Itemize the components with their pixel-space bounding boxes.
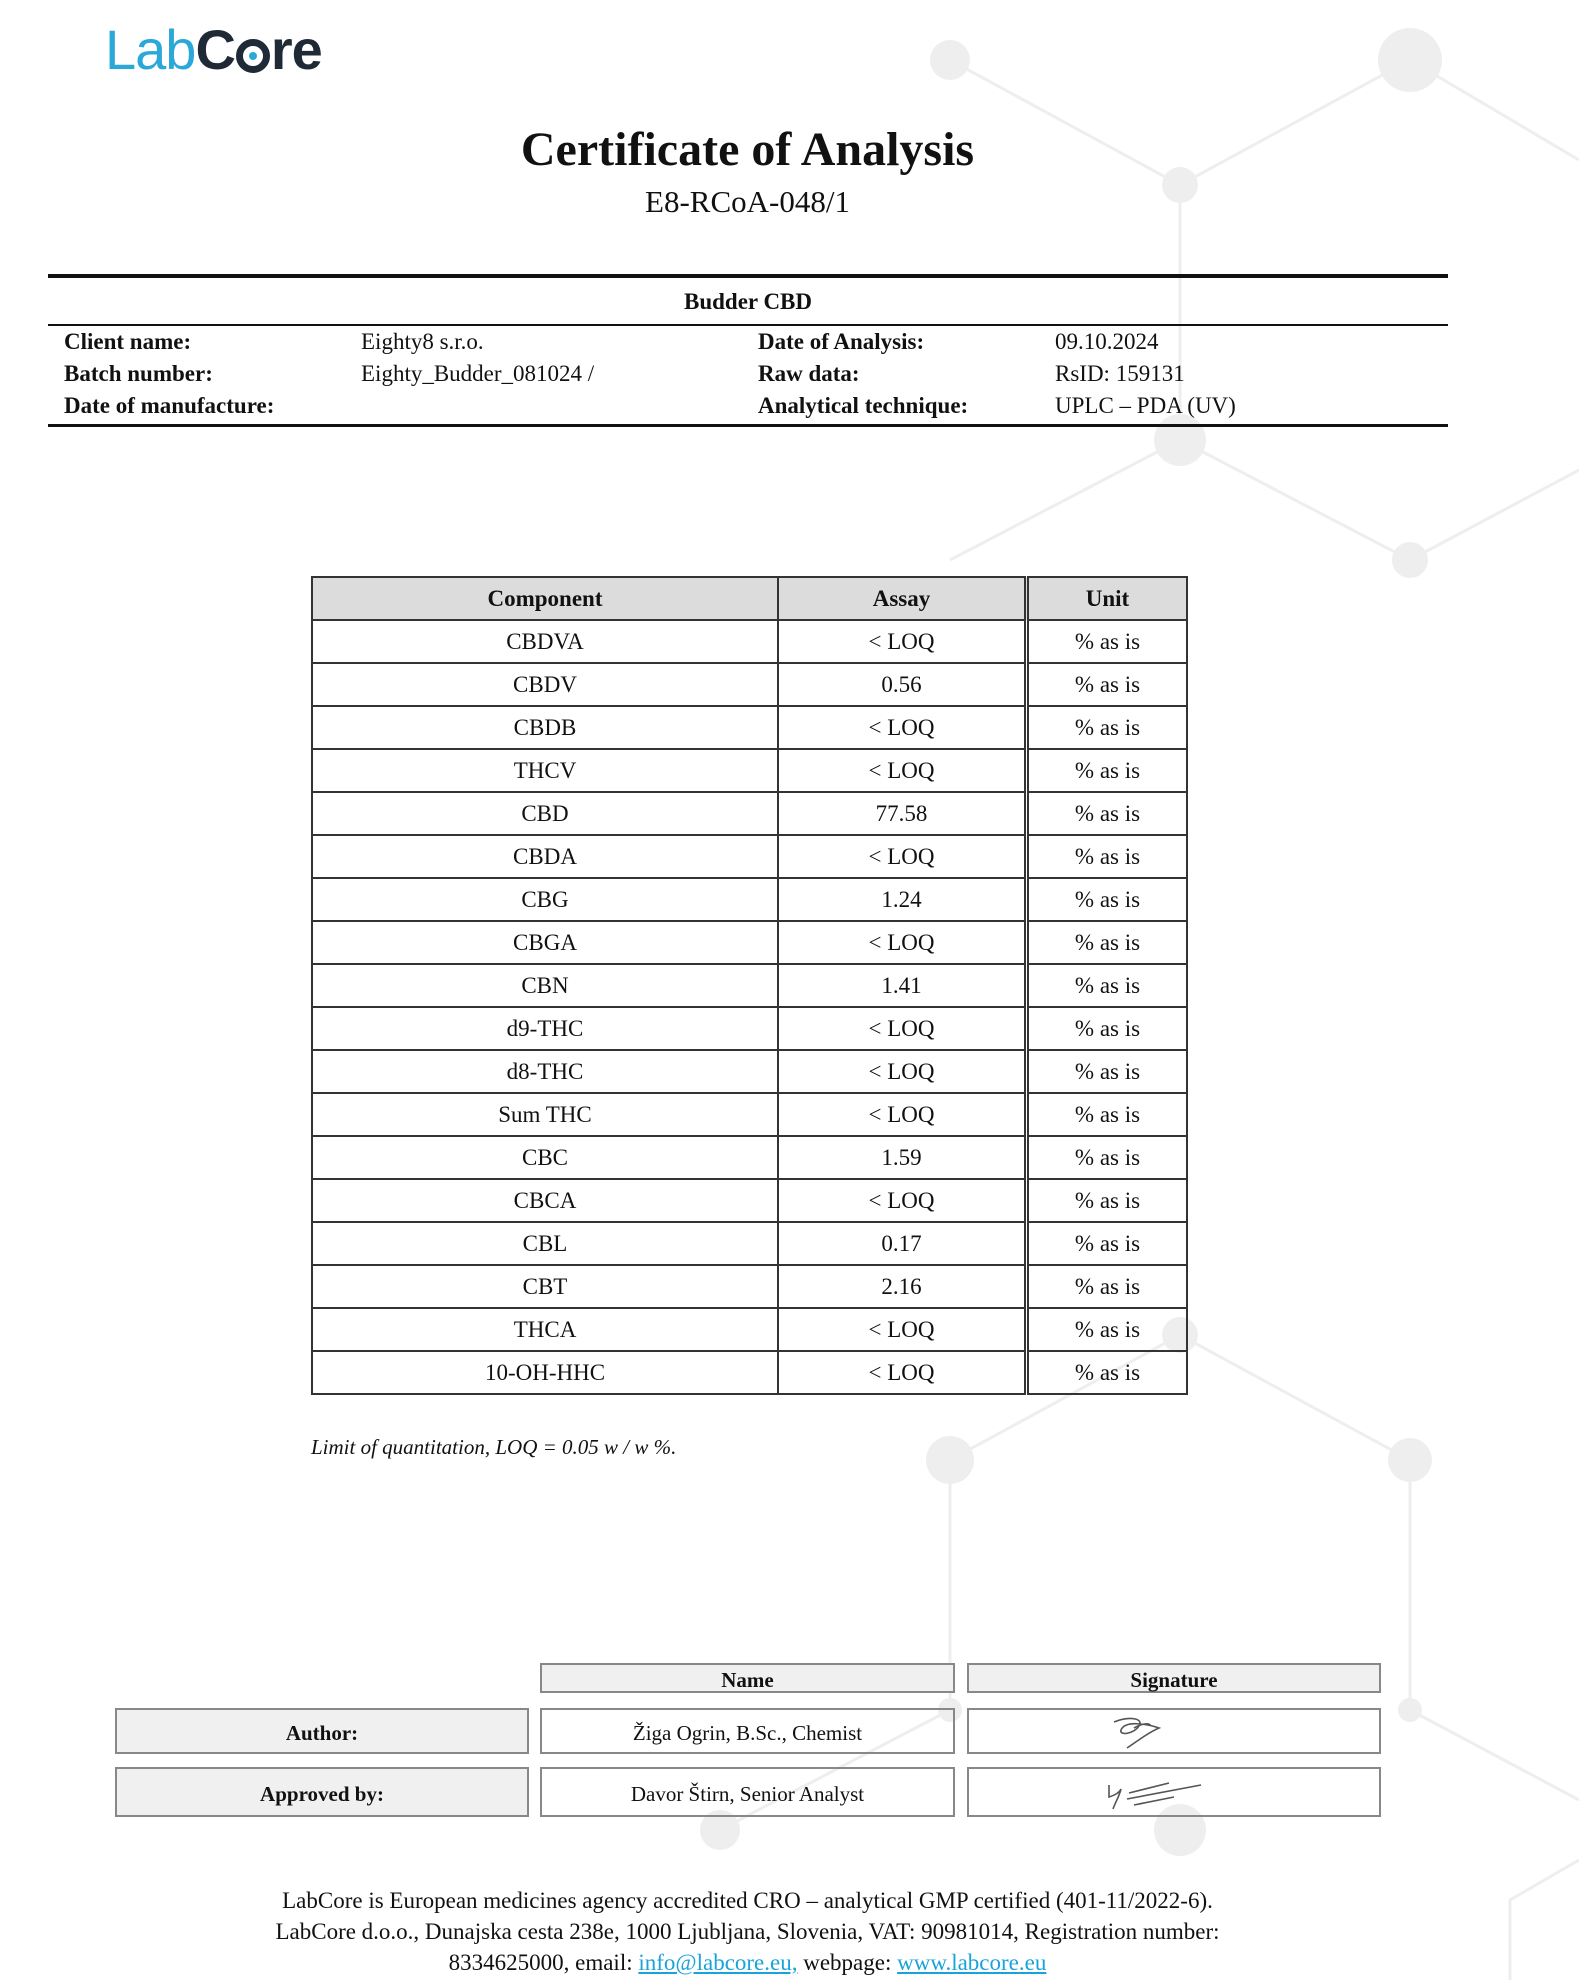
component-cell: CBDA (312, 835, 778, 878)
component-cell: THCV (312, 749, 778, 792)
table-row (312, 706, 1187, 749)
batch-label: Batch number: (64, 361, 213, 386)
table-row (312, 620, 1187, 663)
author-name: Žiga Ogrin, B.Sc., Chemist (540, 1708, 955, 1754)
table-row (312, 878, 1187, 921)
unit-cell: % as is (1027, 1093, 1188, 1136)
email-link[interactable]: info@labcore.eu, (638, 1950, 798, 1975)
component-cell: CBDB (312, 706, 778, 749)
component-cell: CBC (312, 1136, 778, 1179)
table-row (312, 1179, 1187, 1222)
logo-text-lab: Lab (105, 18, 196, 81)
unit-cell: % as is (1027, 792, 1188, 835)
approved-name: Davor Štirn, Senior Analyst (540, 1767, 955, 1817)
component-cell: d8-THC (312, 1050, 778, 1093)
assay-cell: 1.41 (778, 964, 1027, 1007)
assay-header-row (312, 577, 1187, 620)
info-row (48, 326, 1448, 358)
footer-line-2: LabCore d.o.o., Dunajska cesta 238e, 1000 Ljubljana, Slovenia, VAT: 90981014, Registration number: (275, 1919, 1220, 1944)
column-header-unit: Unit (1027, 577, 1188, 620)
table-row (312, 1222, 1187, 1265)
assay-cell: 1.24 (778, 878, 1027, 921)
raw-data-value: RsID: 159131 (1055, 361, 1185, 386)
name-header: Name (540, 1663, 955, 1693)
footer-line-3: 8334625000, email: info@labcore.eu, webpage: www.labcore.eu (448, 1950, 1047, 1975)
table-row (312, 964, 1187, 1007)
footer-line-1: LabCore is European medicines agency accredited CRO – analytical GMP certified (401-11/2022-6). (282, 1888, 1213, 1913)
technique-label: Analytical technique: (758, 393, 969, 418)
table-row (312, 1308, 1187, 1351)
unit-cell: % as is (1027, 1351, 1188, 1394)
author-label: Author: (115, 1708, 529, 1754)
assay-cell: < LOQ (778, 1093, 1027, 1136)
table-row (312, 663, 1187, 706)
raw-data-label: Raw data: (758, 361, 860, 386)
table-row (312, 1093, 1187, 1136)
approved-signature (967, 1767, 1381, 1817)
component-cell: CBL (312, 1222, 778, 1265)
assay-cell: 0.17 (778, 1222, 1027, 1265)
table-row (312, 1265, 1187, 1308)
unit-cell: % as is (1027, 1308, 1188, 1351)
certificate-code: E8-RCoA-048/1 (645, 184, 850, 219)
assay-results-table (311, 576, 1188, 1395)
technique-value: UPLC – PDA (UV) (1055, 393, 1236, 418)
component-cell: 10-OH-HHC (312, 1351, 778, 1394)
sample-info-table (48, 326, 1448, 422)
component-cell: CBDVA (312, 620, 778, 663)
client-value: Eighty8 s.r.o. (361, 329, 484, 354)
unit-cell: % as is (1027, 878, 1188, 921)
column-header-component: Component (312, 577, 778, 620)
component-cell: CBN (312, 964, 778, 1007)
table-row (312, 835, 1187, 878)
assay-cell: < LOQ (778, 1179, 1027, 1222)
unit-cell: % as is (1027, 749, 1188, 792)
component-cell: CBDV (312, 663, 778, 706)
website-link[interactable]: www.labcore.eu (897, 1950, 1047, 1975)
unit-cell: % as is (1027, 706, 1188, 749)
assay-cell: 1.59 (778, 1136, 1027, 1179)
unit-cell: % as is (1027, 1179, 1188, 1222)
assay-cell: < LOQ (778, 1308, 1027, 1351)
table-row (312, 921, 1187, 964)
assay-cell: < LOQ (778, 749, 1027, 792)
approved-label: Approved by: (115, 1767, 529, 1817)
assay-cell: < LOQ (778, 706, 1027, 749)
document-title: Certificate of Analysis (520, 123, 975, 176)
info-row (48, 358, 1448, 390)
unit-cell: % as is (1027, 620, 1188, 663)
component-cell: CBD (312, 792, 778, 835)
unit-cell: % as is (1027, 663, 1188, 706)
unit-cell: % as is (1027, 1136, 1188, 1179)
footer (0, 1885, 1495, 1978)
component-cell: CBT (312, 1265, 778, 1308)
unit-cell: % as is (1027, 921, 1188, 964)
manufacture-date-value (345, 390, 742, 422)
assay-cell: 2.16 (778, 1265, 1027, 1308)
assay-cell: 0.56 (778, 663, 1027, 706)
logo-o-icon (236, 39, 270, 73)
manufacture-date-label: Date of manufacture: (64, 393, 275, 418)
author-signature (967, 1708, 1381, 1754)
assay-cell: 77.58 (778, 792, 1027, 835)
product-name: Budder CBD (48, 278, 1448, 326)
component-cell: THCA (312, 1308, 778, 1351)
author-signature-scribble (969, 1710, 1379, 1752)
unit-cell: % as is (1027, 1007, 1188, 1050)
unit-cell: % as is (1027, 964, 1188, 1007)
signature-header: Signature (967, 1663, 1381, 1693)
unit-cell: % as is (1027, 1265, 1188, 1308)
table-row (312, 1136, 1187, 1179)
column-header-assay: Assay (778, 577, 1027, 620)
batch-value: Eighty_Budder_081024 / (361, 361, 595, 386)
analysis-date-label: Date of Analysis: (758, 329, 925, 354)
assay-cell: < LOQ (778, 620, 1027, 663)
assay-cell: < LOQ (778, 1050, 1027, 1093)
table-row (312, 792, 1187, 835)
unit-cell: % as is (1027, 835, 1188, 878)
logo-text-core: C re (195, 18, 322, 81)
assay-cell: < LOQ (778, 835, 1027, 878)
assay-cell: < LOQ (778, 1351, 1027, 1394)
sample-info-block (48, 274, 1448, 427)
table-row (312, 1050, 1187, 1093)
assay-cell: < LOQ (778, 1007, 1027, 1050)
unit-cell: % as is (1027, 1222, 1188, 1265)
assay-cell: < LOQ (778, 921, 1027, 964)
unit-cell: % as is (1027, 1050, 1188, 1093)
approved-signature-scribble (969, 1769, 1379, 1815)
client-label: Client name: (64, 329, 192, 354)
table-row (312, 1007, 1187, 1050)
component-cell: d9-THC (312, 1007, 778, 1050)
component-cell: Sum THC (312, 1093, 778, 1136)
assay-table-body (312, 620, 1187, 1394)
component-cell: CBGA (312, 921, 778, 964)
info-row (48, 390, 1448, 422)
component-cell: CBG (312, 878, 778, 921)
bottom-rule (48, 424, 1448, 427)
analysis-date-value: 09.10.2024 (1055, 329, 1159, 354)
labcore-logo (105, 20, 322, 80)
table-row (312, 749, 1187, 792)
table-row (312, 1351, 1187, 1394)
loq-note: Limit of quantitation, LOQ = 0.05 w / w %. (311, 1435, 677, 1459)
component-cell: CBCA (312, 1179, 778, 1222)
